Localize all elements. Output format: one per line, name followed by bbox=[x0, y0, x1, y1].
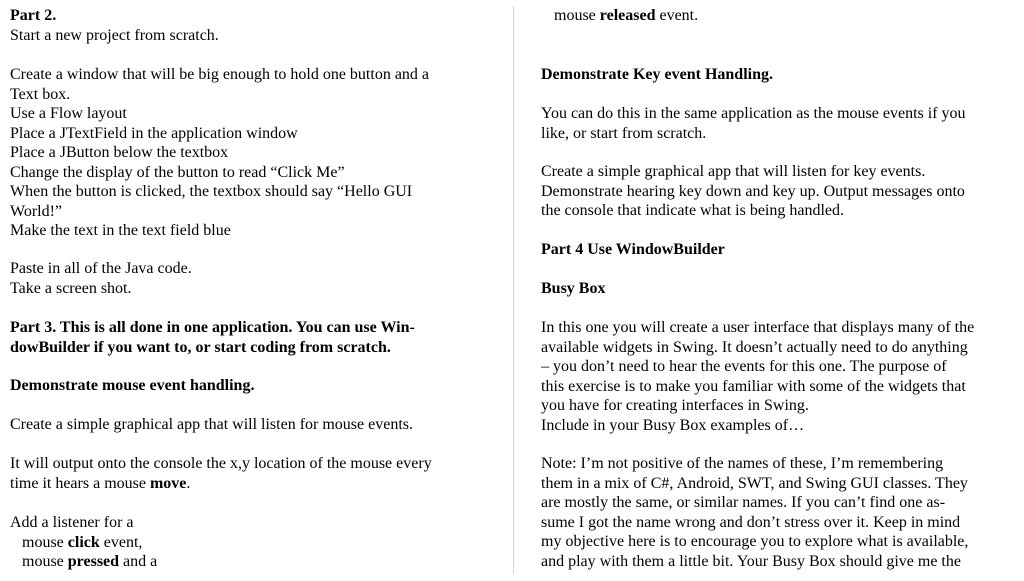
busy-text-line: Include in your Busy Box examples of… bbox=[541, 416, 805, 434]
note-block bbox=[541, 454, 1021, 571]
note-line: and play with them a little bit. Your Busy Box should give me the bbox=[541, 552, 961, 570]
mouse-intro: Create a simple graphical app that will listen for mouse events. bbox=[10, 416, 413, 433]
key-detail-line: the console that indicate what is being handled. bbox=[541, 202, 845, 219]
key-heading: Demonstrate Key event Handling. bbox=[541, 66, 773, 83]
mouse-output-line bbox=[10, 474, 488, 494]
part4-heading: Part 4 Use WindowBuilder bbox=[541, 241, 725, 258]
note-line: Note: I’m not positive of the names of these, I’m remembering bbox=[541, 455, 944, 472]
step-line: Use a Flow layout bbox=[10, 105, 127, 122]
listener-pressed-pre: mouse bbox=[22, 553, 68, 570]
submit-line: Paste in all of the Java code. bbox=[10, 260, 192, 277]
key-intro-block bbox=[541, 104, 1021, 143]
note-line: are mostly the same, or similar names. If you can’t find one as- bbox=[541, 494, 946, 511]
note-line: them in a mix of C#, Android, SWT, and Swing GUI classes. They bbox=[541, 474, 968, 492]
step-line: Change the display of the button to read “Click Me” bbox=[10, 163, 345, 181]
listener-intro: Add a listener for a bbox=[10, 514, 134, 531]
released-block bbox=[541, 6, 1021, 26]
window-req-line: Text box. bbox=[10, 85, 71, 103]
released-line bbox=[541, 6, 1021, 26]
listener-pressed-line bbox=[10, 552, 488, 572]
listener-block bbox=[10, 513, 488, 572]
busy-heading: Busy Box bbox=[541, 280, 606, 297]
released-post: event. bbox=[655, 7, 699, 24]
window-requirement bbox=[10, 65, 488, 241]
part3-heading-line: dowBuilder if you want to, or start coding from scratch. bbox=[10, 338, 391, 356]
key-details-block bbox=[541, 162, 1021, 221]
listener-pressed-bold: pressed bbox=[67, 553, 120, 570]
key-intro-line: You can do this in the same application as the mouse events if you bbox=[541, 105, 966, 122]
mouse-intro-block bbox=[10, 415, 488, 435]
busy-text-line: available widgets in Swing. It doesn’t actually need to do anything bbox=[541, 338, 968, 356]
right-column bbox=[541, 0, 1021, 581]
busy-text-line: – you don’t need to hear the events for this one. The purpose of bbox=[541, 358, 947, 375]
step-line: Place a JTextField in the application window bbox=[10, 124, 298, 142]
busy-text-block bbox=[541, 318, 1021, 435]
part2-heading: Part 2. bbox=[10, 7, 57, 24]
listener-click-bold: click bbox=[67, 533, 100, 551]
submit-instructions bbox=[10, 259, 488, 298]
listener-click-post: event, bbox=[99, 533, 143, 551]
part2-intro: Start a new project from scratch. bbox=[10, 26, 219, 44]
part3-heading-line: Part 3. This is all done in one application. You can use Win- bbox=[10, 319, 415, 336]
mouse-output-line: It will output onto the console the x,y location of the mouse every bbox=[10, 455, 432, 472]
step-line: World!” bbox=[10, 202, 63, 220]
key-intro-line: like, or start from scratch. bbox=[541, 124, 707, 142]
part3-heading bbox=[10, 318, 488, 357]
part4-heading-block bbox=[541, 240, 1021, 260]
mouse-heading-block bbox=[10, 376, 488, 396]
left-column bbox=[10, 0, 488, 581]
note-line: sume I got the name wrong and don’t stress over it. Keep in mind bbox=[541, 513, 961, 531]
window-req-line: Create a window that will be big enough to hold one button and a bbox=[10, 66, 430, 83]
step-line: When the button is clicked, the textbox should say “Hello GUI bbox=[10, 183, 413, 200]
released-bold: released bbox=[599, 7, 656, 24]
mouse-output-pre: time it hears a mouse bbox=[10, 474, 150, 492]
busy-text-line: In this one you will create a user interface that displays many of the bbox=[541, 319, 975, 336]
note-line: my objective here is to encourage you to explore what is available, bbox=[541, 533, 969, 550]
listener-pressed-post: and a bbox=[119, 553, 158, 570]
released-pre: mouse bbox=[554, 7, 600, 24]
part2-section bbox=[10, 6, 488, 45]
busy-text-line: this exercise is to make you familiar with some of the widgets that bbox=[541, 377, 966, 395]
busy-text-line: you have for creating interfaces in Swing. bbox=[541, 397, 809, 414]
listener-click-line bbox=[10, 533, 488, 553]
mouse-heading: Demonstrate mouse event handling. bbox=[10, 377, 255, 394]
key-detail-line: Create a simple graphical app that will listen for key events. bbox=[541, 163, 926, 180]
listener-click-pre: mouse bbox=[22, 533, 68, 551]
step-line: Make the text in the text field blue bbox=[10, 222, 231, 239]
mouse-output-block bbox=[10, 454, 488, 493]
key-heading-block bbox=[541, 65, 1021, 85]
step-line: Place a JButton below the textbox bbox=[10, 144, 229, 161]
column-divider bbox=[513, 6, 514, 574]
mouse-output-post: . bbox=[186, 474, 191, 492]
key-detail-line: Demonstrate hearing key down and key up. Output messages onto bbox=[541, 182, 965, 200]
mouse-output-bold: move bbox=[149, 474, 187, 492]
submit-line: Take a screen shot. bbox=[10, 279, 132, 297]
busy-heading-block bbox=[541, 279, 1021, 299]
